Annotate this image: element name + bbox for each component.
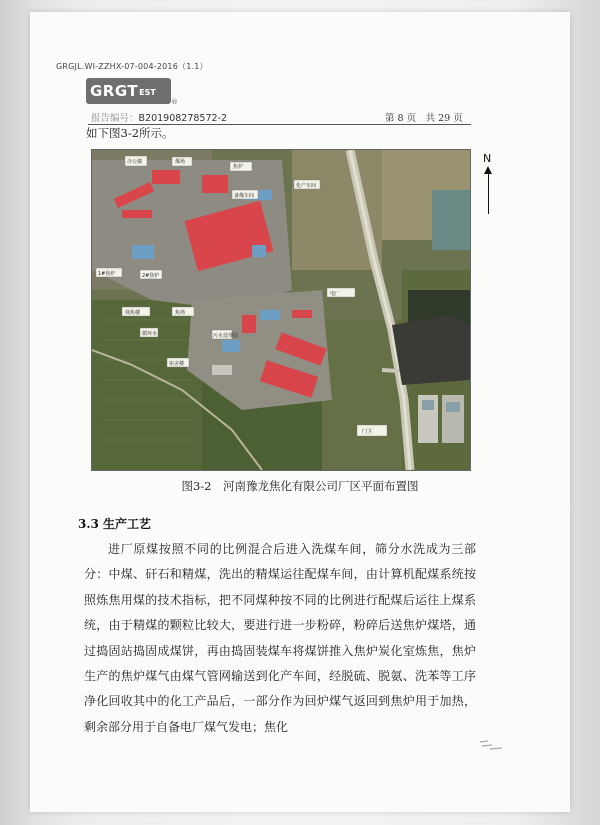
registered-mark-icon: ® bbox=[171, 98, 178, 106]
map-label-d: 化产车间 bbox=[296, 183, 317, 189]
site-layout-aerial-image bbox=[91, 149, 471, 471]
map-label-g: 1#焦炉 bbox=[98, 271, 116, 277]
report-number-value: B201908278572-2 bbox=[138, 113, 228, 124]
document-code: GRGJL.WI-ZZHX-07-004-2016（1.1） bbox=[56, 62, 208, 71]
north-arrow-shaft bbox=[488, 170, 489, 214]
lead-sentence: 如下图3-2所示。 bbox=[86, 126, 174, 140]
map-label-b: 煤场 bbox=[175, 159, 186, 165]
report-number-label: 报告编号： bbox=[91, 113, 139, 124]
body-paragraph: 进厂原煤按照不同的比例混合后进入洗煤车间，筛分水洗成为三部分：中煤、矸石和精煤，洗出的精煤运往配煤车间，由计算机配煤系统按照炼焦用煤的技术指标，把不同煤种按不同的比例进行配煤后运往上煤系统，由于精煤的颗粒比较大，要进行进一步粉碎，粉碎后送焦炉煤塔，通过捣固站捣固成煤饼，再由捣固装煤车将煤饼推入焦炉炭化室炼焦，焦炉生产的焦炉煤气由煤气管网输送到化产车间，经脱硫、脱氨、洗苯等工序净化回收其中的化工产品后，一部分作为回炉煤气返回到焦炉用于加热，剩余部分用于自备电厂煤气发电；焦化 bbox=[84, 542, 476, 734]
map-label-n: 门卫 bbox=[362, 429, 373, 435]
figure-caption: 图3-2 河南豫龙焦化有限公司厂区平面布置图 bbox=[181, 479, 419, 493]
map-label-e: 备煤车间 bbox=[234, 193, 255, 199]
north-arrow-icon bbox=[482, 152, 496, 216]
map-label-c: 焦炉 bbox=[233, 164, 244, 170]
body-text bbox=[84, 537, 476, 740]
logo-main-text: GRGT bbox=[90, 82, 139, 100]
map-label-m: 宿舍楼 bbox=[169, 361, 185, 367]
map-label-h: 2#焦炉 bbox=[142, 273, 160, 279]
scan-mark bbox=[478, 738, 506, 752]
map-label-l: 污水处理站 bbox=[213, 333, 239, 339]
section-heading: 3.3 生产工艺 bbox=[78, 517, 152, 531]
map-label-f: 电厂 bbox=[330, 291, 341, 297]
map-label-i: 筛焦楼 bbox=[125, 310, 141, 316]
report-number bbox=[91, 110, 227, 124]
map-label-a: 办公楼 bbox=[127, 159, 143, 165]
page-number: 第 8 页 共 29 页 bbox=[385, 113, 463, 124]
north-label: N bbox=[483, 152, 492, 165]
logo-sub-text: EST bbox=[139, 87, 156, 97]
map-label-j: 焦场 bbox=[175, 310, 186, 316]
map-label-k: 循环水 bbox=[142, 331, 158, 337]
grgtest-logo bbox=[86, 78, 178, 106]
